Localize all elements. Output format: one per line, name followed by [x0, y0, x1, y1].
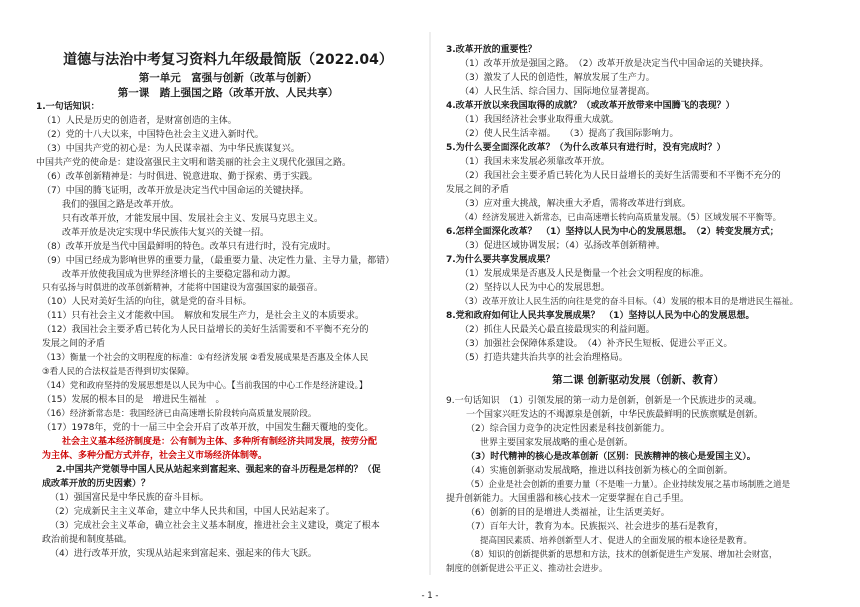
right-line: （2）我国社会主要矛盾已转化为人民日益增长的美好生活需要和不平衡不充分的 — [460, 171, 781, 181]
left-line-highlight: 社会主义基本经济制度是：公有制为主体、多种所有制经济共同发展，按劳分配 — [62, 437, 378, 447]
right-line: （4）经济发展进入新常态，已由高速增长转向高质量发展。（5）区域发展不平衡等。 — [460, 213, 782, 223]
right-line: （1）我国未来发展必须靠改革开放。 — [460, 157, 610, 167]
left-line: （6）改革创新精神是：与时俱进、锐意进取、勤于探索、勇于实践。 — [42, 172, 318, 182]
left-line: 2.中国共产党领导中国人民从站起来到富起来、强起来的奋斗历程是怎样的？（促 — [56, 465, 381, 475]
left-line: 政治前提和制度基础。 — [42, 535, 133, 545]
right-line: （6）创新的目的是增进人类福祉，让生活更美好。 — [466, 508, 670, 518]
left-line: （3）中国共产党的初心是：为人民谋幸福、为中华民族谋复兴。 — [42, 144, 300, 154]
right-line: （4）人民生活、综合国力、国际地位显著提高。 — [460, 87, 655, 97]
unit-title: 第一单元 富强与创新（改革与创新） — [138, 72, 318, 84]
left-line: 只有改革开放，才能发展中国、发展社会主义、发展马克思主义。 — [62, 214, 324, 224]
right-line: （5）打造共建共治共享的社会治理格局。 — [460, 353, 628, 363]
right-line: （1）我国经济社会事业取得重大成就。 — [460, 115, 619, 125]
lesson-title: 第一课 踏上强国之路（改革开放、人民共享） — [117, 87, 339, 99]
left-line: （7）中国的腾飞证明，改革开放是决定当代中国命运的关键抉择。 — [42, 186, 309, 196]
left-line: （2）完成新民主主义革命，建立中华人民共和国，中国人民站起来了。 — [50, 507, 335, 517]
right-line: （1）发展成果是否惠及人民是衡量一个社会文明程度的标准。 — [460, 269, 709, 279]
left-line: ③看人民的合法权益是否得到切实保障。 — [42, 367, 195, 377]
right-line: 提升创新能力。大国重器和核心技术一定要掌握在自己手里。 — [446, 494, 690, 504]
left-line: 中国共产党的使命是：建设富强民主文明和谐美丽的社会主义现代化强国之路。 — [36, 158, 352, 168]
right-line: 8.党和政府如何让人民共享发展成果？ （1）坚持以人民为中心的发展思想。 — [446, 311, 755, 321]
right-line: 6.怎样全面深化改革？ （1）坚持以人民为中心的发展思想。 （2）转变发展方式； — [446, 227, 779, 237]
left-line: 发展之间的矛盾 — [42, 339, 106, 349]
left-line: （8）改革开放是当代中国最鲜明的特色。改革只有进行时，没有完成时。 — [42, 242, 336, 252]
left-line: （14）党和政府坚持的发展思想是以人民为中心。【当前我国的中心工作是经济建设。】 — [42, 381, 368, 391]
right-line: 7.为什么要共享发展成果？ — [446, 255, 555, 265]
right-line: （8）知识的创新提供新的思想和方法，技术的创新促进生产发展、增加社会财富， — [466, 550, 778, 560]
left-line: （9）中国已经成为影响世界的重要力量，（最重要力量、决定性力量、主导力量，都错） — [42, 256, 395, 266]
left-line: （17）1978年，党的十一届三中全会开启了改革开放，中国发生翻天覆地的变化。 — [42, 423, 374, 433]
left-line: （2）党的十八大以来，中国特色社会主义进入新时代。 — [42, 130, 264, 140]
left-line: （12）我国社会主要矛盾已转化为人民日益增长的美好生活需要和不平衡不充分的 — [42, 325, 369, 335]
right-line: （3）激发了人民的创造性，解放发展了生产力。 — [460, 73, 655, 83]
left-line-highlight: 为主体、多种分配方式并存，社会主义市场经济体制等。 — [42, 451, 268, 461]
left-line: （16）经济新常态是：我国经济已由高速增长阶段转向高质量发展阶段。 — [42, 409, 317, 419]
left-line: 只有弘扬与时俱进的改革创新精神，才能将中国建设为富强国家的最强音。 — [42, 283, 323, 293]
right-line: 制度的创新促进公平正义、推动社会进步。 — [446, 564, 608, 574]
left-line: 改革开放使我国成为世界经济增长的主要稳定器和动力源。 — [62, 270, 297, 280]
right-line: （2）抓住人民最关心最直接最现实的利益问题。 — [460, 325, 655, 335]
right-line: 9.一句话知识 （1）引领发展的第一动力是创新，创新是一个民族进步的灵魂。 — [446, 396, 762, 406]
right-line: （4）实施创新驱动发展战略，推进以科技创新为核心的全面创新。 — [466, 466, 733, 476]
right-line: 提高国民素质、培养创新型人才、促进人的全面发展的根本途径是教育。 — [480, 536, 753, 546]
right-line: 5.为什么要全面深化改革？（为什么改革只有进行时，没有完成时？） — [446, 143, 726, 153]
right-line: （3）改革开放让人民生活的向往是党的奋斗目标。（4）发展的根本目的是增进民生福祉。 — [460, 297, 799, 307]
right-line: （7）百年大计，教育为本。民族振兴、社会进步的基石是教育， — [466, 522, 724, 532]
left-line: （15）发展的根本目的是 增进民生福祉 。 — [42, 395, 225, 405]
left-line: 我们的强国之路是改革开放。 — [62, 200, 180, 210]
lesson-title: 第二课 创新驱动发展（创新、教育） — [552, 374, 724, 386]
right-line: （2）坚持以人民为中心的发展思想。 — [460, 283, 610, 293]
right-line: （3）应对重大挑战，解决重大矛盾，需将改革进行到底。 — [460, 199, 691, 209]
left-line: 成改革开放的历史因素）？ — [42, 479, 151, 489]
right-line: （3）时代精神的核心是改革创新（区别：民族精神的核心是爱国主义）。 — [466, 452, 756, 462]
right-line: 发展之间的矛盾 — [446, 185, 510, 195]
document-title: 道德与法治中考复习资料九年级最简版（2022.04） — [63, 52, 393, 68]
right-line: （1）改革开放是强国之路。 （2）改革开放是决定当代中国命运的关键抉择。 — [460, 59, 769, 69]
left-line: （13）衡量一个社会的文明程度的标准：①有经济发展 ②看发展成果是否惠及全体人民 — [42, 353, 369, 363]
left-line: （1）强国富民是中华民族的奋斗目标。 — [50, 493, 209, 503]
right-line: 一个国家兴旺发达的不竭源泉是创新，中华民族最鲜明的民族禀赋是创新。 — [466, 410, 764, 420]
left-line: （3）完成社会主义革命，确立社会主义基本制度，推进社会主义建设，奠定了根本 — [50, 521, 380, 531]
left-line: （11）只有社会主义才能救中国。 解放和发展生产力，是社会主义的本质要求。 — [42, 311, 364, 321]
right-line: （3）加强社会保障体系建设。 （4）补齐民生短板、促进公平正义。 — [460, 339, 733, 349]
right-line: 4.改革开放以来我国取得的成就？（或改革开放带来中国腾飞的表现？） — [446, 101, 735, 111]
page-number: - 1 - — [421, 591, 439, 601]
left-line: （1）人民是历史的创造者，是财富创造的主体。 — [42, 116, 237, 126]
right-line: （3）促进区域协调发展；（4）弘扬改革创新精神。 — [460, 241, 665, 251]
left-line: （4）进行改革开放，实现从站起来到富起来、强起来的伟大飞跃。 — [50, 549, 317, 559]
right-line: （2）综合国力竞争的决定性因素是科技创新能力。 — [466, 424, 670, 434]
left-line: 1.一句话知识： — [36, 102, 100, 112]
right-line: （2）使人民生活幸福。 （3）提高了我国际影响力。 — [460, 129, 679, 139]
right-line: 3.改革开放的重要性？ — [446, 45, 537, 55]
right-line: （5）企业是社会创新的重要力量（不是唯一力量）。企业持续发展之基市场制胜之道是 — [466, 480, 791, 490]
left-line: （10）人民对美好生活的向往，就是党的奋斗目标。 — [42, 297, 252, 307]
left-line: 改革开放是决定实现中华民族伟大复兴的关键一招。 — [62, 228, 270, 238]
right-line: 世界主要国家发展战略的重心是创新。 — [480, 438, 634, 448]
